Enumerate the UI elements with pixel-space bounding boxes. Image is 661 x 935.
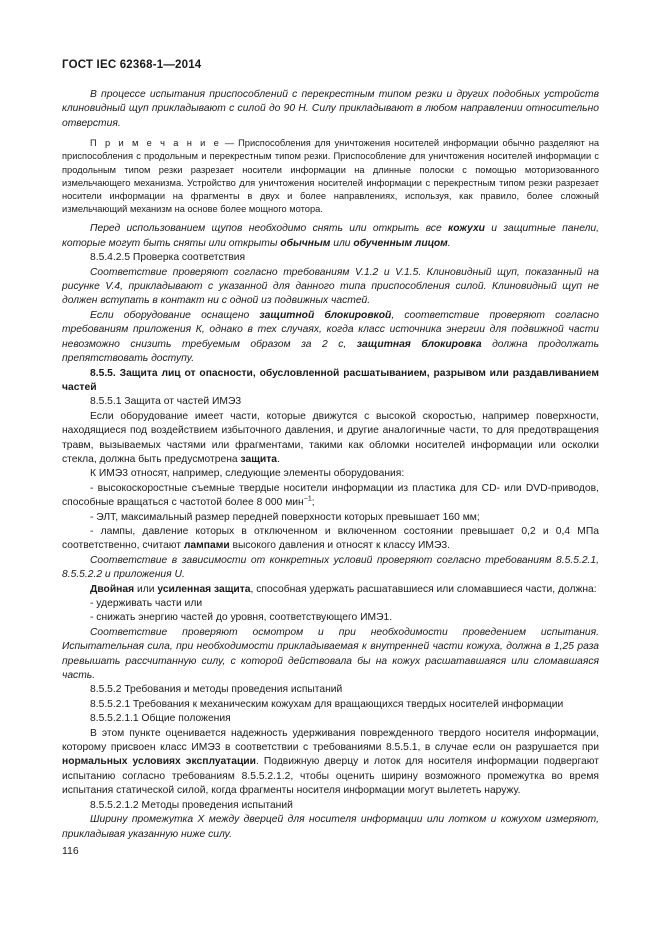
list-item — [62, 482, 599, 511]
text-run: или — [330, 237, 354, 249]
paragraph-high-speed-parts — [62, 410, 599, 468]
term-ordinary: обычным — [280, 237, 331, 249]
term-reinforced-safeguard: усиленная защита — [157, 583, 251, 595]
section-8-5-4-2-5: 8.5.4.2.5 Проверка соответствия — [90, 252, 246, 264]
paragraph-compliance-v: Соответствие проверяют согласно требованиям V.1.2 и V.1.5. Клиновидный щуп, показанный на рисунке V.4, прикладывают с указанной для данного типа приспособления силой. Клиновидный щуп не должен вступать в контакт ни с одной из подвижных частей. — [62, 266, 599, 307]
section-8-5-5-1: 8.5.5.1 Защита от частей ИМЭ3 — [90, 396, 242, 408]
term-safety-interlock: защитной блокировкой — [259, 309, 392, 321]
paragraph-test-force: В процессе испытания приспособлений с перекрестным типом резки и других подобных устройств клиновидный щуп прикладывают с силой до 90 Н. Силу прикладывают в любом направлении относительно отверстия. — [62, 89, 599, 129]
list-item: - удерживать части или — [90, 598, 203, 609]
text-run: и защитные панели, которые могут быть сняты или открыты — [62, 223, 599, 249]
term-safeguard: защита — [240, 453, 277, 465]
note-text: — Приспособления для уничтожения носителей информации обычно разделяют на приспособления с продольным и перекрестным типом резки. Приспособление для уничтожения носителей информации с продольным типом резки разрезает носители информации на длинные полоски с помощью моторизованного измельчающего механизма. Устройство для уничтожения носителей информации с перекрестным типом резки разрезает носители информации на фрагменты в двух и более направлениях, используя, как правило, более сложный измельчающий механизм на основе более мощного мотора. — [62, 138, 599, 215]
list-item — [62, 525, 599, 554]
paragraph-remove-covers — [62, 222, 599, 251]
text-run: - лампы, давление которых в отключенном и включенном состоянии превышает 0,2 и 0,4 МПа соответственно, считают — [62, 525, 599, 552]
paragraph-compliance-inspection: Соответствие проверяют осмотром и при необходимости проведением испытания. Испытательная сила, при необходимости прикладываемая к внутренней части кожуха, должна в 1,25 раза превышать рассчитанную силу, с которой действовала бы на кожух расшатавшаяся или сломавшаяся часть. — [62, 626, 599, 682]
term-normal-operating-conditions: нормальных условиях эксплуатации — [62, 756, 256, 768]
paragraph-interlock — [62, 309, 599, 367]
page-content — [62, 88, 599, 842]
section-8-5-5-2-1-2: 8.5.5.2.1.2 Методы проведения испытаний — [90, 799, 293, 811]
paragraph-compliance-conditions: Соответствие в зависимости от конкретных условий проверяют согласно требованиям 8.5.5.2.1, 8.5.5.2.2 и приложения U. — [62, 554, 599, 581]
text-run: или — [134, 583, 158, 595]
section-8-5-5-2-1-1: 8.5.5.2.1.1 Общие положения — [90, 713, 231, 725]
text-run: . — [277, 453, 280, 465]
text-run: . — [447, 237, 451, 249]
paragraph-double-reinforced — [62, 583, 599, 597]
page-number: 116 — [62, 845, 79, 857]
term-instructed-person: обученным лицом — [353, 237, 448, 249]
text-run: . Подвижную дверцу и лоток для носителя информации подвергают испытанию согласно требованиям 8.5.5.2.1.2, чтобы оценить ширину возможного промежутка во время испытания статической силой, когда фрагменты носителя информации могут вылететь наружу. — [62, 756, 599, 797]
term-lamps: лампами — [183, 540, 230, 552]
paragraph-examples-intro: К ИМЭ3 относят, например, следующие элементы оборудования: — [90, 468, 405, 480]
text-run: должна продолжать препятствовать доступу. — [62, 338, 599, 365]
text-run: высокого давления и относят к классу ИМЭ3. — [229, 540, 450, 552]
note-label: П р и м е ч а н и е — [90, 138, 222, 149]
text-run: ; — [311, 497, 315, 509]
section-8-5-5-2-1: 8.5.5.2.1 Требования к механическим кожухам для вращающихся твердых носителей информации — [90, 698, 564, 710]
term-safety-interlock: защитная блокировка — [356, 338, 482, 350]
list-item: - ЭЛТ, максимальный размер передней поверхности которых превышает 160 мм; — [90, 511, 480, 523]
term-covers: кожухи — [448, 223, 485, 235]
text-run: , способная удержать расшатавшиеся или сломавшиеся части, должна: — [250, 583, 597, 595]
paragraph-gap-measurement: Ширину промежутка X между дверцей для носителя информации или лотком и кожухом измеряют, прикладывая указанную ниже силу. — [62, 814, 599, 840]
text-run: Если оборудование оснащено — [90, 309, 260, 321]
text-run: , соответствие проверяют согласно требованиям приложения К, однако в тех случаях, когда класс источника энергии для подвижной части невозможно снизить требуемым образом за 2 с, — [62, 309, 599, 350]
section-8-5-5: 8.5.5. Защита лиц от опасности, обусловленной расшатыванием, разрывом или раздавливанием частей — [62, 367, 599, 393]
page-header: ГОСТ IEC 62368-1—2014 — [62, 59, 202, 71]
text-run: Если оборудование имеет части, которые движутся с высокой скоростью, например поверхности, находящиеся под воздействием избыточного давления, и другие аналогичные части, то для предотвращения травм, вызываемых частями или фрагментами, такими как обломки носителей информации или осколки стекла, должна быть предусмотрена — [62, 410, 599, 465]
note — [62, 137, 599, 216]
term-double: Двойная — [90, 583, 135, 595]
text-run: - высокоскоростные съемные твердые носители информации из пластика для CD- или DVD-приводов, способные вращаться с частотой более 8 000 мин — [62, 482, 599, 509]
text-run: Перед использованием щупов необходимо снять или открыть все — [90, 223, 449, 235]
text-run: В этом пункте оценивается надежность удерживания поврежденного твердого носителя информации, которому присвоен класс ИМЭ3 в соответствии с требованиями 8.5.5.1, в случае если он разрушается при — [62, 727, 599, 754]
superscript: −1 — [303, 495, 312, 503]
list-item: - снижать энергию частей до уровня, соответствующего ИМЭ1. — [90, 612, 393, 624]
paragraph-general — [62, 727, 599, 799]
section-8-5-5-2: 8.5.5.2 Требования и методы проведения испытаний — [90, 684, 343, 696]
